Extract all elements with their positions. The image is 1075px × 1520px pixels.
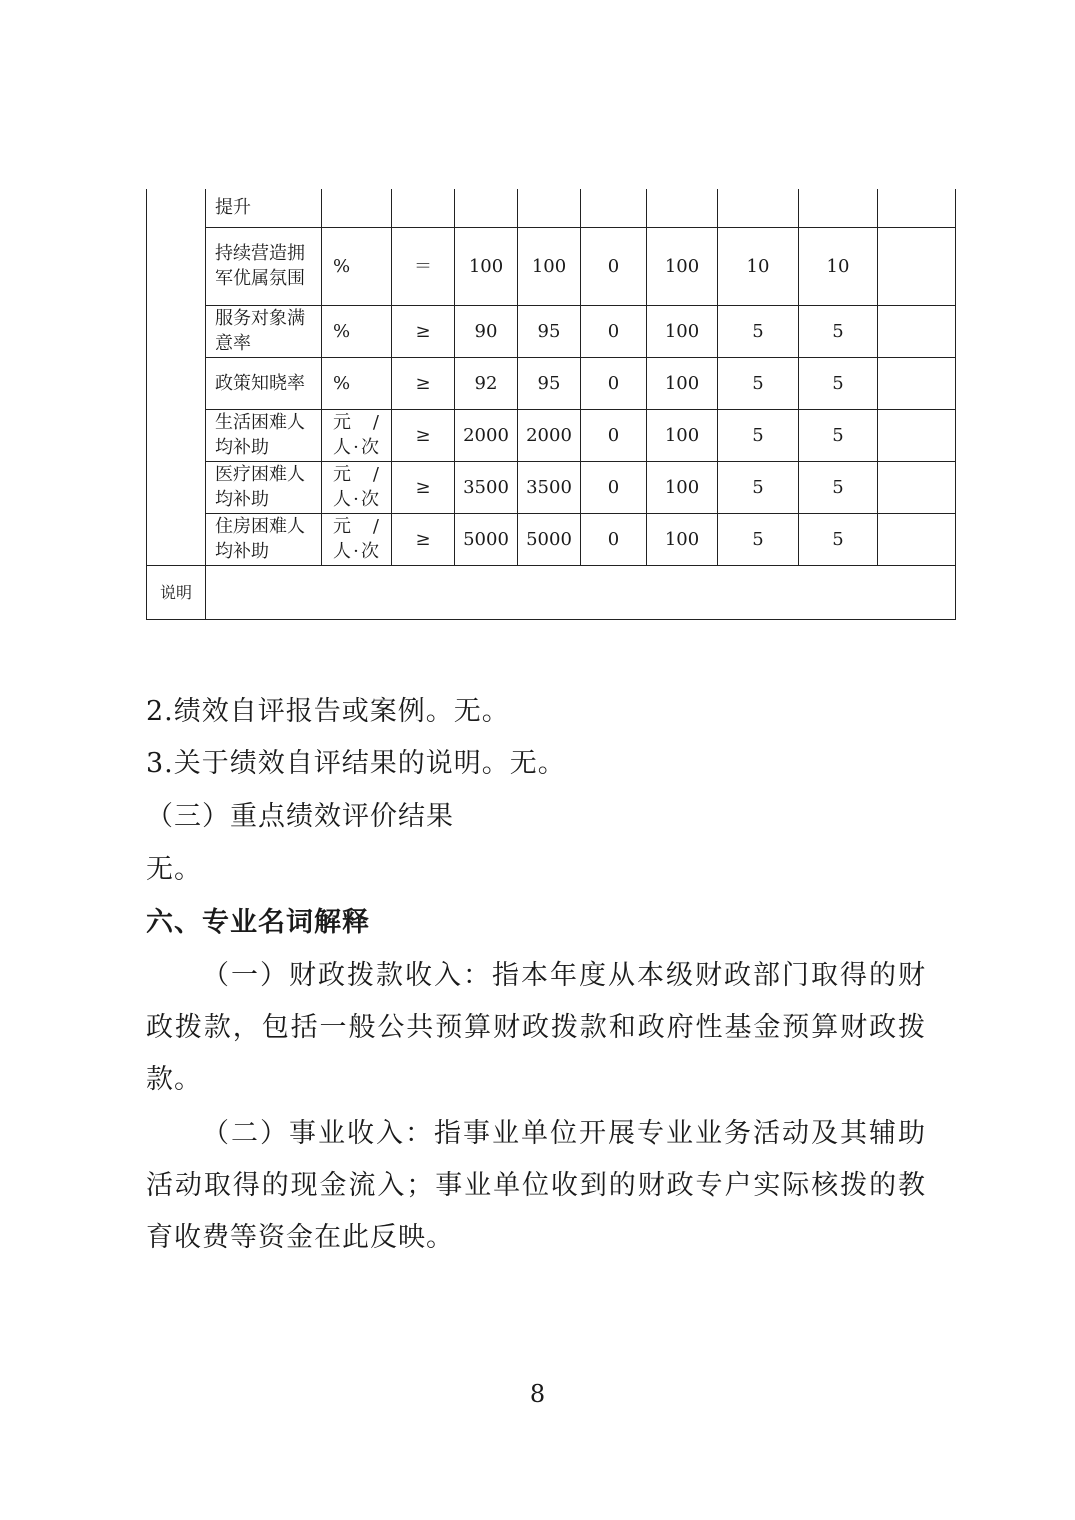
indicator-col8: 5 xyxy=(799,357,878,409)
indicator-col8: 5 xyxy=(799,409,878,461)
indicator-operator: ≥ xyxy=(392,357,455,409)
indicator-col6: 100 xyxy=(647,461,718,513)
indicator-col5: 0 xyxy=(581,357,647,409)
indicator-unit: % xyxy=(322,357,392,409)
indicator-col7 xyxy=(718,189,799,227)
indicator-operator: ≥ xyxy=(392,305,455,357)
indicator-col8: 5 xyxy=(799,461,878,513)
indicator-name: 政策知晓率 xyxy=(206,357,322,409)
indicator-col5: 0 xyxy=(581,461,647,513)
table-row xyxy=(147,357,956,409)
table-row xyxy=(147,513,956,565)
page-number: 8 xyxy=(529,1380,546,1408)
table-row xyxy=(147,227,956,305)
table-row xyxy=(147,305,956,357)
indicator-col9 xyxy=(878,305,956,357)
indicator-col7: 5 xyxy=(718,305,799,357)
indicator-operator: ≥ xyxy=(392,513,455,565)
indicator-col8: 5 xyxy=(799,513,878,565)
indicator-actual: 5000 xyxy=(518,513,581,565)
indicator-col9 xyxy=(878,461,956,513)
indicator-col5 xyxy=(581,189,647,227)
indicator-actual xyxy=(518,189,581,227)
indicator-col5: 0 xyxy=(581,513,647,565)
performance-indicator-table xyxy=(146,189,956,620)
indicator-col6: 100 xyxy=(647,305,718,357)
indicator-name: 提升 xyxy=(206,189,322,227)
indicator-target: 92 xyxy=(455,357,518,409)
indicator-actual: 95 xyxy=(518,305,581,357)
indicator-unit: % xyxy=(322,227,392,305)
table-row xyxy=(147,189,956,227)
indicator-target: 5000 xyxy=(455,513,518,565)
indicator-unit: % xyxy=(322,305,392,357)
indicator-target xyxy=(455,189,518,227)
indicator-col6 xyxy=(647,189,718,227)
indicator-operator: ＝ xyxy=(392,227,455,305)
indicator-col5: 0 xyxy=(581,409,647,461)
indicator-col9 xyxy=(878,513,956,565)
indicator-name: 住房困难人均补助 xyxy=(206,513,322,565)
paragraph-business-income: （二）事业收入：指事业单位开展专业业务活动及其辅助活动取得的现金流入；事业单位收到的财政专户实际核拨的教育收费等资金在此反映。 xyxy=(146,1118,926,1253)
indicator-target: 3500 xyxy=(455,461,518,513)
indicator-col6: 100 xyxy=(647,409,718,461)
indicator-col6: 100 xyxy=(647,357,718,409)
indicator-actual: 3500 xyxy=(518,461,581,513)
paragraph-self-eval-result: 3.关于绩效自评结果的说明。无。 xyxy=(146,748,566,779)
indicator-operator xyxy=(392,189,455,227)
indicator-unit: 元 / 人·次 xyxy=(322,513,392,565)
indicator-target: 2000 xyxy=(455,409,518,461)
paragraph-none: 无。 xyxy=(146,854,202,885)
indicator-name: 持续营造拥军优属氛围 xyxy=(206,227,322,305)
indicator-unit: 元 / 人·次 xyxy=(322,461,392,513)
paragraph-self-eval-report: 2.绩效自评报告或案例。无。 xyxy=(146,696,510,727)
indicator-col7: 5 xyxy=(718,409,799,461)
category-cell xyxy=(147,189,206,565)
note-row xyxy=(147,565,956,619)
paragraph-fiscal-appropriation: （一）财政拨款收入：指本年度从本级财政部门取得的财政拨款，包括一般公共预算财政拨款和政府性基金预算财政拨款。 xyxy=(146,960,926,1095)
indicator-col9 xyxy=(878,189,956,227)
note-value xyxy=(206,565,956,619)
indicator-operator: ≥ xyxy=(392,461,455,513)
indicator-actual: 100 xyxy=(518,227,581,305)
indicator-col8 xyxy=(799,189,878,227)
indicator-col7: 5 xyxy=(718,357,799,409)
indicator-target: 100 xyxy=(455,227,518,305)
indicator-col5: 0 xyxy=(581,227,647,305)
indicator-name: 医疗困难人均补助 xyxy=(206,461,322,513)
indicator-col9 xyxy=(878,409,956,461)
indicator-name: 服务对象满意率 xyxy=(206,305,322,357)
indicator-col7: 10 xyxy=(718,227,799,305)
indicator-actual: 95 xyxy=(518,357,581,409)
indicator-col6: 100 xyxy=(647,227,718,305)
indicator-col9 xyxy=(878,357,956,409)
indicator-col6: 100 xyxy=(647,513,718,565)
indicator-actual: 2000 xyxy=(518,409,581,461)
note-label: 说明 xyxy=(147,565,206,619)
indicator-col7: 5 xyxy=(718,513,799,565)
indicator-col8: 5 xyxy=(799,305,878,357)
indicator-col5: 0 xyxy=(581,305,647,357)
section-heading-glossary: 六、专业名词解释 xyxy=(146,907,370,938)
indicator-col9 xyxy=(878,227,956,305)
table-row xyxy=(147,409,956,461)
indicator-operator: ≥ xyxy=(392,409,455,461)
indicator-name: 生活困难人均补助 xyxy=(206,409,322,461)
indicator-target: 90 xyxy=(455,305,518,357)
indicator-col8: 10 xyxy=(799,227,878,305)
indicator-unit xyxy=(322,189,392,227)
table-row xyxy=(147,461,956,513)
indicator-unit: 元 / 人·次 xyxy=(322,409,392,461)
indicator-col7: 5 xyxy=(718,461,799,513)
subheading-key-evaluation: （三）重点绩效评价结果 xyxy=(146,801,454,832)
